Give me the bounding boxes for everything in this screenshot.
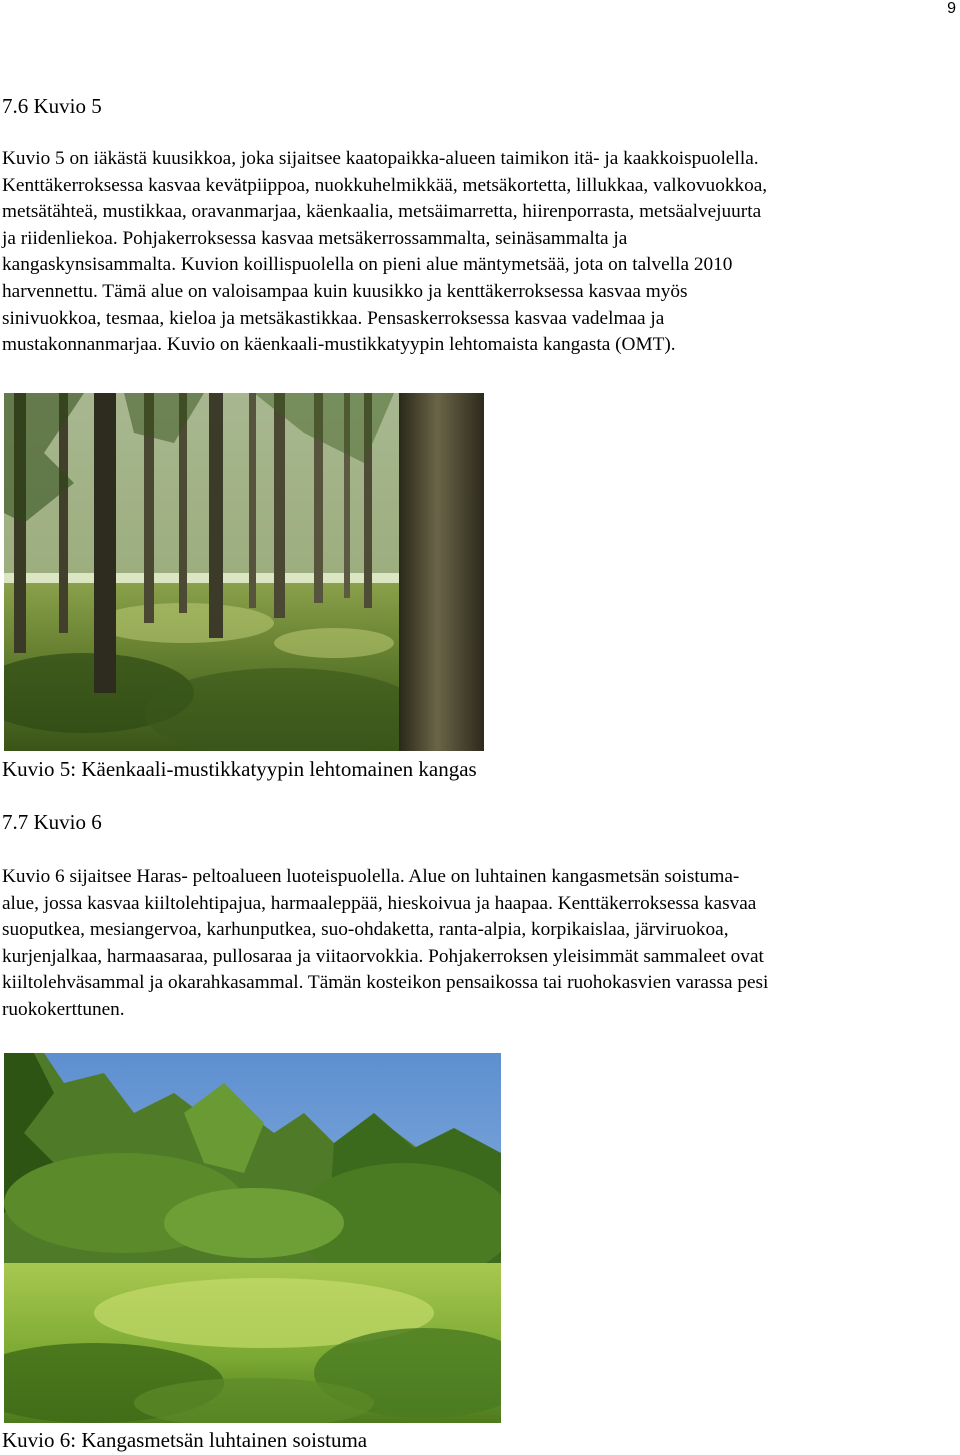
text-line: sinivuokkoa, tesmaa, kieloa ja metsäkastikkaa. Pensaskerroksessa kasvaa vadelmaa ja: [2, 307, 665, 329]
text-line: kurjenjalkaa, harmaasaraa, pullosaraa ja viitaorvokkia. Pohjakerroksen yleisimmät sammaleet ovat: [2, 945, 764, 967]
text-line: Kuvio 6 sijaitsee Haras- peltoalueen luoteispuolella. Alue on luhtainen kangasmetsän soistuma-: [2, 866, 740, 887]
page-number: 9: [947, 0, 956, 17]
section-body-kuvio-5: [2, 146, 952, 359]
section-body-kuvio-6: [2, 864, 952, 1024]
section-heading-kuvio-6: 7.7 Kuvio 6: [2, 810, 102, 834]
section-heading-kuvio-5: 7.6 Kuvio 5: [2, 94, 102, 118]
text-line: metsätähteä, mustikkaa, oravanmarjaa, käenkaalia, metsäimarretta, hiirenporrasta, metsäalvejuurta: [2, 201, 762, 223]
text-line: mustakonnanmarjaa. Kuvio on käenkaali-mustikkatyypin lehtomaista kangasta (OMT).: [2, 334, 676, 356]
text-line: ruokokerttunen.: [2, 998, 125, 1020]
text-line: suoputkea, mesiangervoa, karhunputkea, suo-ohdaketta, ranta-alpia, korpikaislaa, järviruokoa,: [2, 919, 729, 941]
text-line: kiiltolehväsammal ja okarahkasammal. Tämän kosteikon pensaikossa tai ruohokasvien varassa pesi: [2, 972, 769, 994]
figure-caption-kuvio-6: Kuvio 6: Kangasmetsän luhtainen soistuma: [2, 1428, 368, 1452]
text-line: Kenttäkerroksessa kasvaa kevätpiippoa, nuokkuhelmikkää, metsäkortetta, lillukkaa, valkovuokkoa,: [2, 174, 768, 196]
figure-caption-kuvio-5: Kuvio 5: Käenkaali-mustikkatyypin lehtomainen kangas: [2, 757, 477, 781]
text-line: kangaskynsisammalta. Kuvion koillispuolella on pieni alue mäntymetsää, jota on talvella 2010: [2, 254, 733, 276]
wetland-photo-kuvio-6: [4, 1053, 501, 1423]
text-line: ja riidenliekoa. Pohjakerroksessa kasvaa metsäkerrossammalta, seinäsammalta ja: [2, 227, 628, 249]
forest-photo-kuvio-5: [4, 393, 484, 751]
text-line: harvennettu. Tämä alue on valoisampaa kuin kuusikko ja kenttäkerroksessa kasvaa myös: [2, 280, 688, 302]
text-line: alue, jossa kasvaa kiiltolehtipajua, harmaaleppää, hieskoivua ja haapaa. Kenttäkerroksessa kasvaa: [2, 892, 757, 914]
text-line: Kuvio 5 on iäkästä kuusikkoa, joka sijaitsee kaatopaikka-alueen taimikon itä- ja kaakkoispuolella.: [2, 148, 759, 169]
